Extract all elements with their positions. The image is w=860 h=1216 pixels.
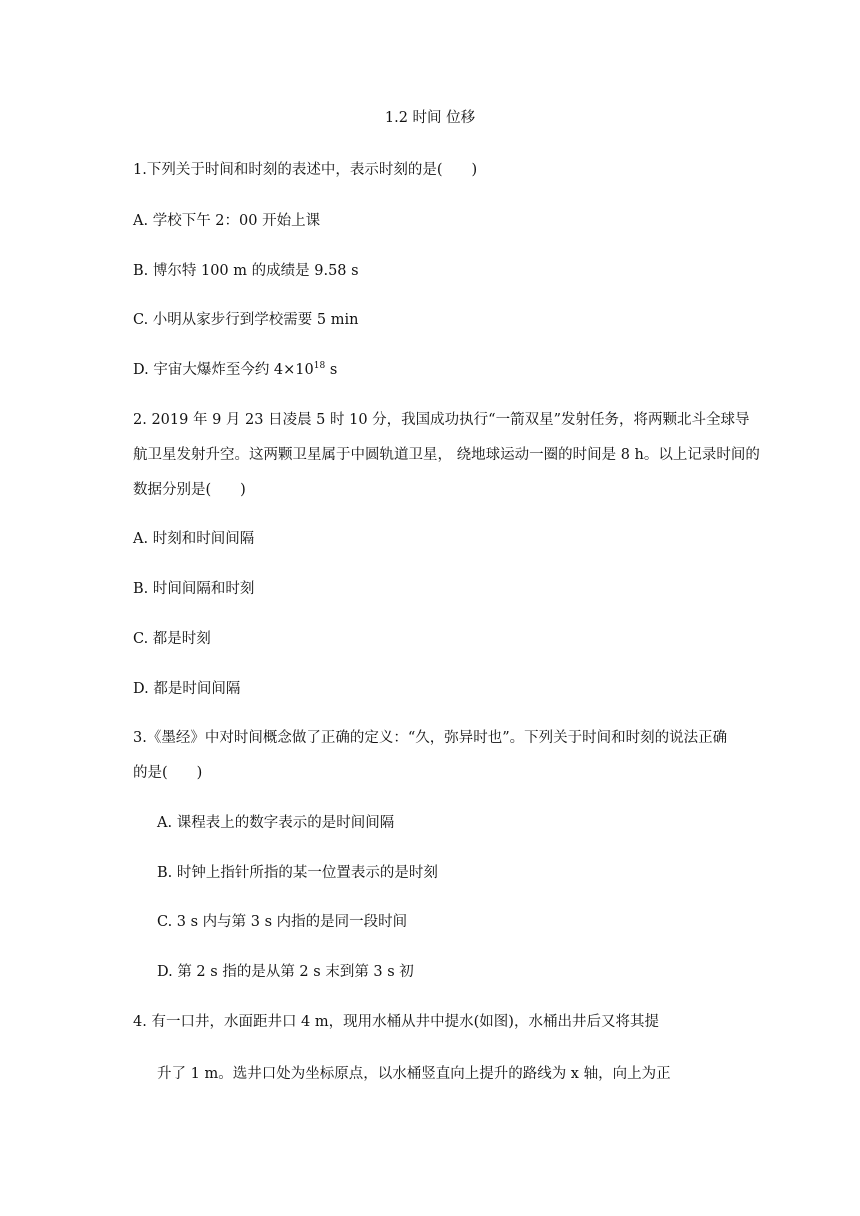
question-3-option-b: B. 时钟上指针所指的某一位置表示的是时刻	[157, 865, 438, 881]
question-1-option-d: D. 宇宙大爆炸至今约 $4\times 10^{18}$ s	[133, 361, 338, 378]
question-4-stem-line-2: 升了 1 m。选井口处为坐标原点，以水桶竖直向上提升的路线为 x 轴，向上为正	[157, 1066, 671, 1082]
question-1-option-b: B. 博尔特 100 m 的成绩是 9.58 s	[133, 263, 359, 279]
question-3-option-d: D. 第 2 s 指的是从第 2 s 末到第 3 s 初	[157, 964, 414, 980]
question-1-stem: 1.下列关于时间和时刻的表述中，表示时刻的是( )	[133, 162, 478, 178]
question-1-option-c: C. 小明从家步行到学校需要 5 min	[133, 312, 359, 328]
question-3-stem-line-1: 3.《墨经》中对时间概念做了正确的定义：“久，弥异时也”。下列关于时间和时刻的说法正确	[133, 730, 728, 746]
question-1-option-a: A. 学校下午 2：00 开始上课	[133, 213, 321, 229]
exponent: 18	[313, 361, 326, 372]
question-2-option-b: B. 时间间隔和时刻	[133, 581, 255, 597]
question-2-option-c: C. 都是时刻	[133, 631, 211, 647]
question-4-stem-line-1: 4. 有一口井，水面距井口 4 m，现用水桶从井中提水(如图)，水桶出井后又将其提	[133, 1014, 659, 1030]
question-2-option-a: A. 时刻和时间间隔	[133, 531, 255, 547]
question-2-stem-line-3: 数据分别是( )	[133, 482, 246, 498]
question-2-option-d: D. 都是时间间隔	[133, 681, 241, 697]
question-2-stem-line-2: 航卫星发射升空。这两颗卫星属于中圆轨道卫星， 绕地球运动一圈的时间是 8 h。以上记录时间的	[133, 447, 760, 463]
question-3-option-c: C. 3 s 内与第 3 s 内指的是同一段时间	[157, 914, 408, 930]
question-2-stem-line-1: 2. 2019 年 9 月 23 日凌晨 5 时 10 分，我国成功执行“一箭双星”发射任务，将两颗北斗全球导	[133, 412, 750, 428]
page-title: 1.2 时间 位移	[384, 110, 476, 126]
question-3-option-a: A. 课程表上的数字表示的是时间间隔	[157, 815, 395, 831]
question-3-stem-line-2: 的是( )	[133, 765, 203, 781]
